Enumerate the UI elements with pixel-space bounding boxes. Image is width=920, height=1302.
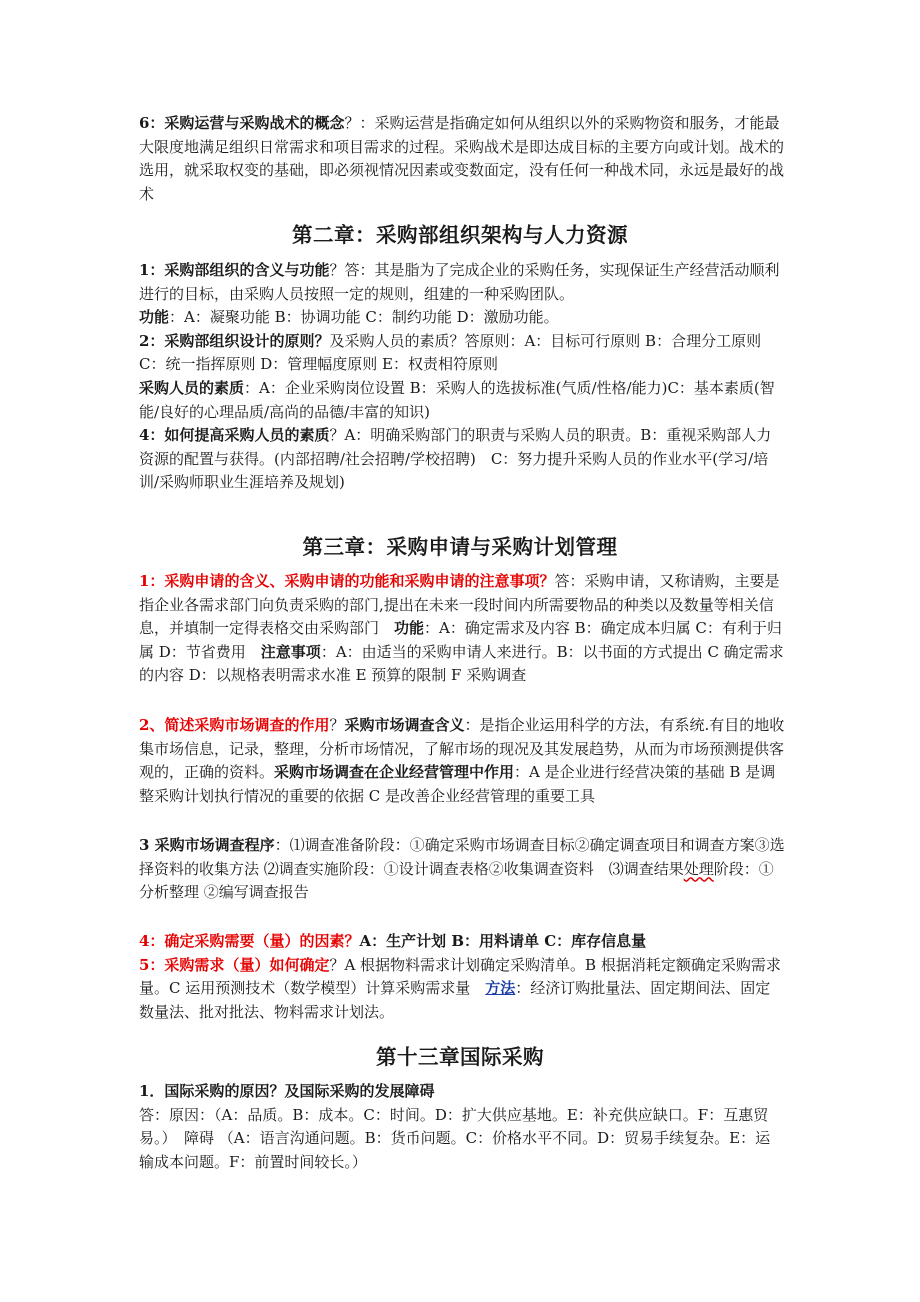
ch3-q3-wavy: 处理 [683, 859, 714, 878]
ch13-q1-label: 1．国际采购的原因？及国际采购的发展障碍 [139, 1082, 435, 1100]
ch3-q5-method-link[interactable]: 方法 [485, 979, 516, 998]
chapter-2-body [139, 259, 785, 495]
ch3-q1-text-a: 答：采购申请，又称请购，主要是指企业各需求部门向负责采购的部门,提出在未来一段时间内所需要物品的种类以及数量等相关信息，并填制一定得表格交由采购部门 [139, 572, 780, 638]
ch3-q3-label: 3 采购市场调查程序 [139, 836, 275, 854]
ch2-q1-label: 1：采购部组织的含义与功能 [139, 261, 330, 279]
ch3-q5-text-b: ：经济订购批量法、固定期间法、固定数量法、批对批法、物料需求计划法。 [139, 979, 771, 1021]
ch3-q4 [139, 930, 785, 954]
ch2-q2-label: 2：采购部组织设计的原则？ [139, 331, 330, 350]
ch3-q3 [139, 834, 785, 905]
ch3-q1-text-c: ：A：由适当的采购申请人来进行。B：以书面的方式提出 C 确定需求的内容 D：以规格表明需求水准 E 预算的限制 F 采购调查 [139, 642, 784, 685]
chapter-2-title: 第二章：采购部组织架构与人力资源 [292, 223, 628, 247]
ch2-q2-text: 及采购人员的素质？答原则：A：目标可行原则 B：合理分工原则 C：统一指挥原则 D：管理幅度原则 E：权责相符原则 [139, 331, 762, 374]
ch2-quality [139, 377, 785, 424]
chapter-3-title: 第三章：采购申请与采购计划管理 [302, 535, 618, 559]
ch3-q3-text-a: ：⑴调查准备阶段：①确定采购市场调查目标②确定调查项目和调查方案③选择资料的收集方法 ⑵调查实施阶段：①设计调查表格②收集调查资料 ⑶调查结果 [139, 836, 785, 878]
ch3-q3-text-b: 阶段：①分析整理 ②编写调查报告 [139, 859, 774, 902]
ch3-q1-text-b: ：A：确定需求及内容 B：确定成本归属 C：有利于归属 D：节省费用 [139, 619, 782, 661]
section-6-label: 6：采购运营与采购战术的概念 [139, 114, 345, 132]
ch2-q4 [139, 424, 785, 495]
ch2-q1-text: ？答：其是脂为了完成企业的采购任务，实现保证生产经营活动顺利进行的目标，由采购人员按照一定的规则，组建的一种采购团队。 [139, 261, 780, 303]
section-6-text: ？：采购运营是指确定如何从组织以外的采购物资和服务，才能最大限度地满足组织日常需求和项目需求的过程。采购战术是即达成目标的主要方向或计划。战术的选用，就采取权变的基础，即必须视情况因素或变数面定，没有任何一种战术同，永远是最好的战术 [139, 114, 785, 203]
ch3-q1-note-label: 注意事项 [260, 642, 321, 661]
ch3-q2-q: ？ [329, 716, 345, 734]
ch13-q1-text: 答：原因：（A：品质。B：成本。C：时间。D：扩大供应基地。E：补充供应缺口。F：互惠贸易。） 障碍 （A：语言沟通问题。B：货币问题。C：价格水平不同。D：贸易手续复杂。E：运输成本问题。F：前置时间较长。） [139, 1105, 771, 1171]
ch2-q1 [139, 259, 785, 306]
ch2-func-text: ：A：凝聚功能 B：协调功能 C：制约功能 D：激励功能。 [169, 308, 559, 327]
ch2-quality-label: 采购人员的素质 [139, 378, 245, 397]
ch13-q1 [139, 1080, 785, 1174]
section-6-paragraph [139, 112, 785, 206]
ch3-q4-text: A：生产计划 B：用料请单 C：库存信息量 [359, 932, 647, 950]
ch2-q4-text: ？A：明确采购部门的职责与采购人员的职责。B：重视采购部人力资源的配置与获得。(内部招聘/社会招聘/学校招聘) C：努力提升采购人员的作业水平(学习/培训/采购师职业生涯培养及规划) [139, 426, 772, 492]
ch3-q5-text-a: ？A 根据物料需求计划确定采购清单。B 根据消耗定额确定采购需求量。C 运用预测技术（数学模型）计算采购需求量 [139, 955, 781, 998]
ch3-q2-label: 2、简述采购市场调查的作用 [139, 716, 330, 734]
chapter-13-title: 第十三章国际采购 [376, 1045, 544, 1069]
ch3-q5 [139, 954, 785, 1025]
ch3-q2 [139, 714, 785, 808]
ch3-q1-label: 1：采购申请的含义、采购申请的功能和采购申请的注意事项？ [139, 572, 555, 590]
ch3-q2-role-label: 采购市场调查在企业经营管理中作用 [274, 763, 515, 782]
ch3-q4-q5 [139, 930, 785, 1024]
ch3-q1 [139, 570, 785, 688]
ch2-func-label: 功能 [139, 308, 170, 327]
ch2-quality-text: ：A：企业采购岗位设置 B：采购人的选拔标准(气质/性格/能力)C：基本素质(智能/良好的心理品质/高尚的品德/丰富的知识) [139, 378, 775, 421]
ch2-functions [139, 306, 785, 330]
ch3-q2-def-label: 采购市场调查含义 [344, 716, 465, 734]
ch3-q1-func-label: 功能 [394, 619, 425, 638]
ch3-q4-label: 4：确定采购需要（量）的因素？ [139, 932, 360, 950]
ch3-q2-text-a: ：是指企业运用科学的方法，有系统.有目的地收集市场信息，记录，整理，分析市场情况，了解市场的现况及其发展趋势，从而为市场预测提供客观的，正确的资料。 [139, 716, 785, 782]
ch3-q5-label: 5：采购需求（量）如何确定 [139, 955, 330, 974]
ch2-q2 [139, 330, 785, 377]
ch3-q2-text-b: ：A 是企业进行经营决策的基础 B 是调整采购计划执行情况的重要的依据 C 是改善企业经营管理的重要工具 [139, 763, 776, 805]
ch2-q4-label: 4：如何提高采购人员的素质 [139, 426, 330, 445]
